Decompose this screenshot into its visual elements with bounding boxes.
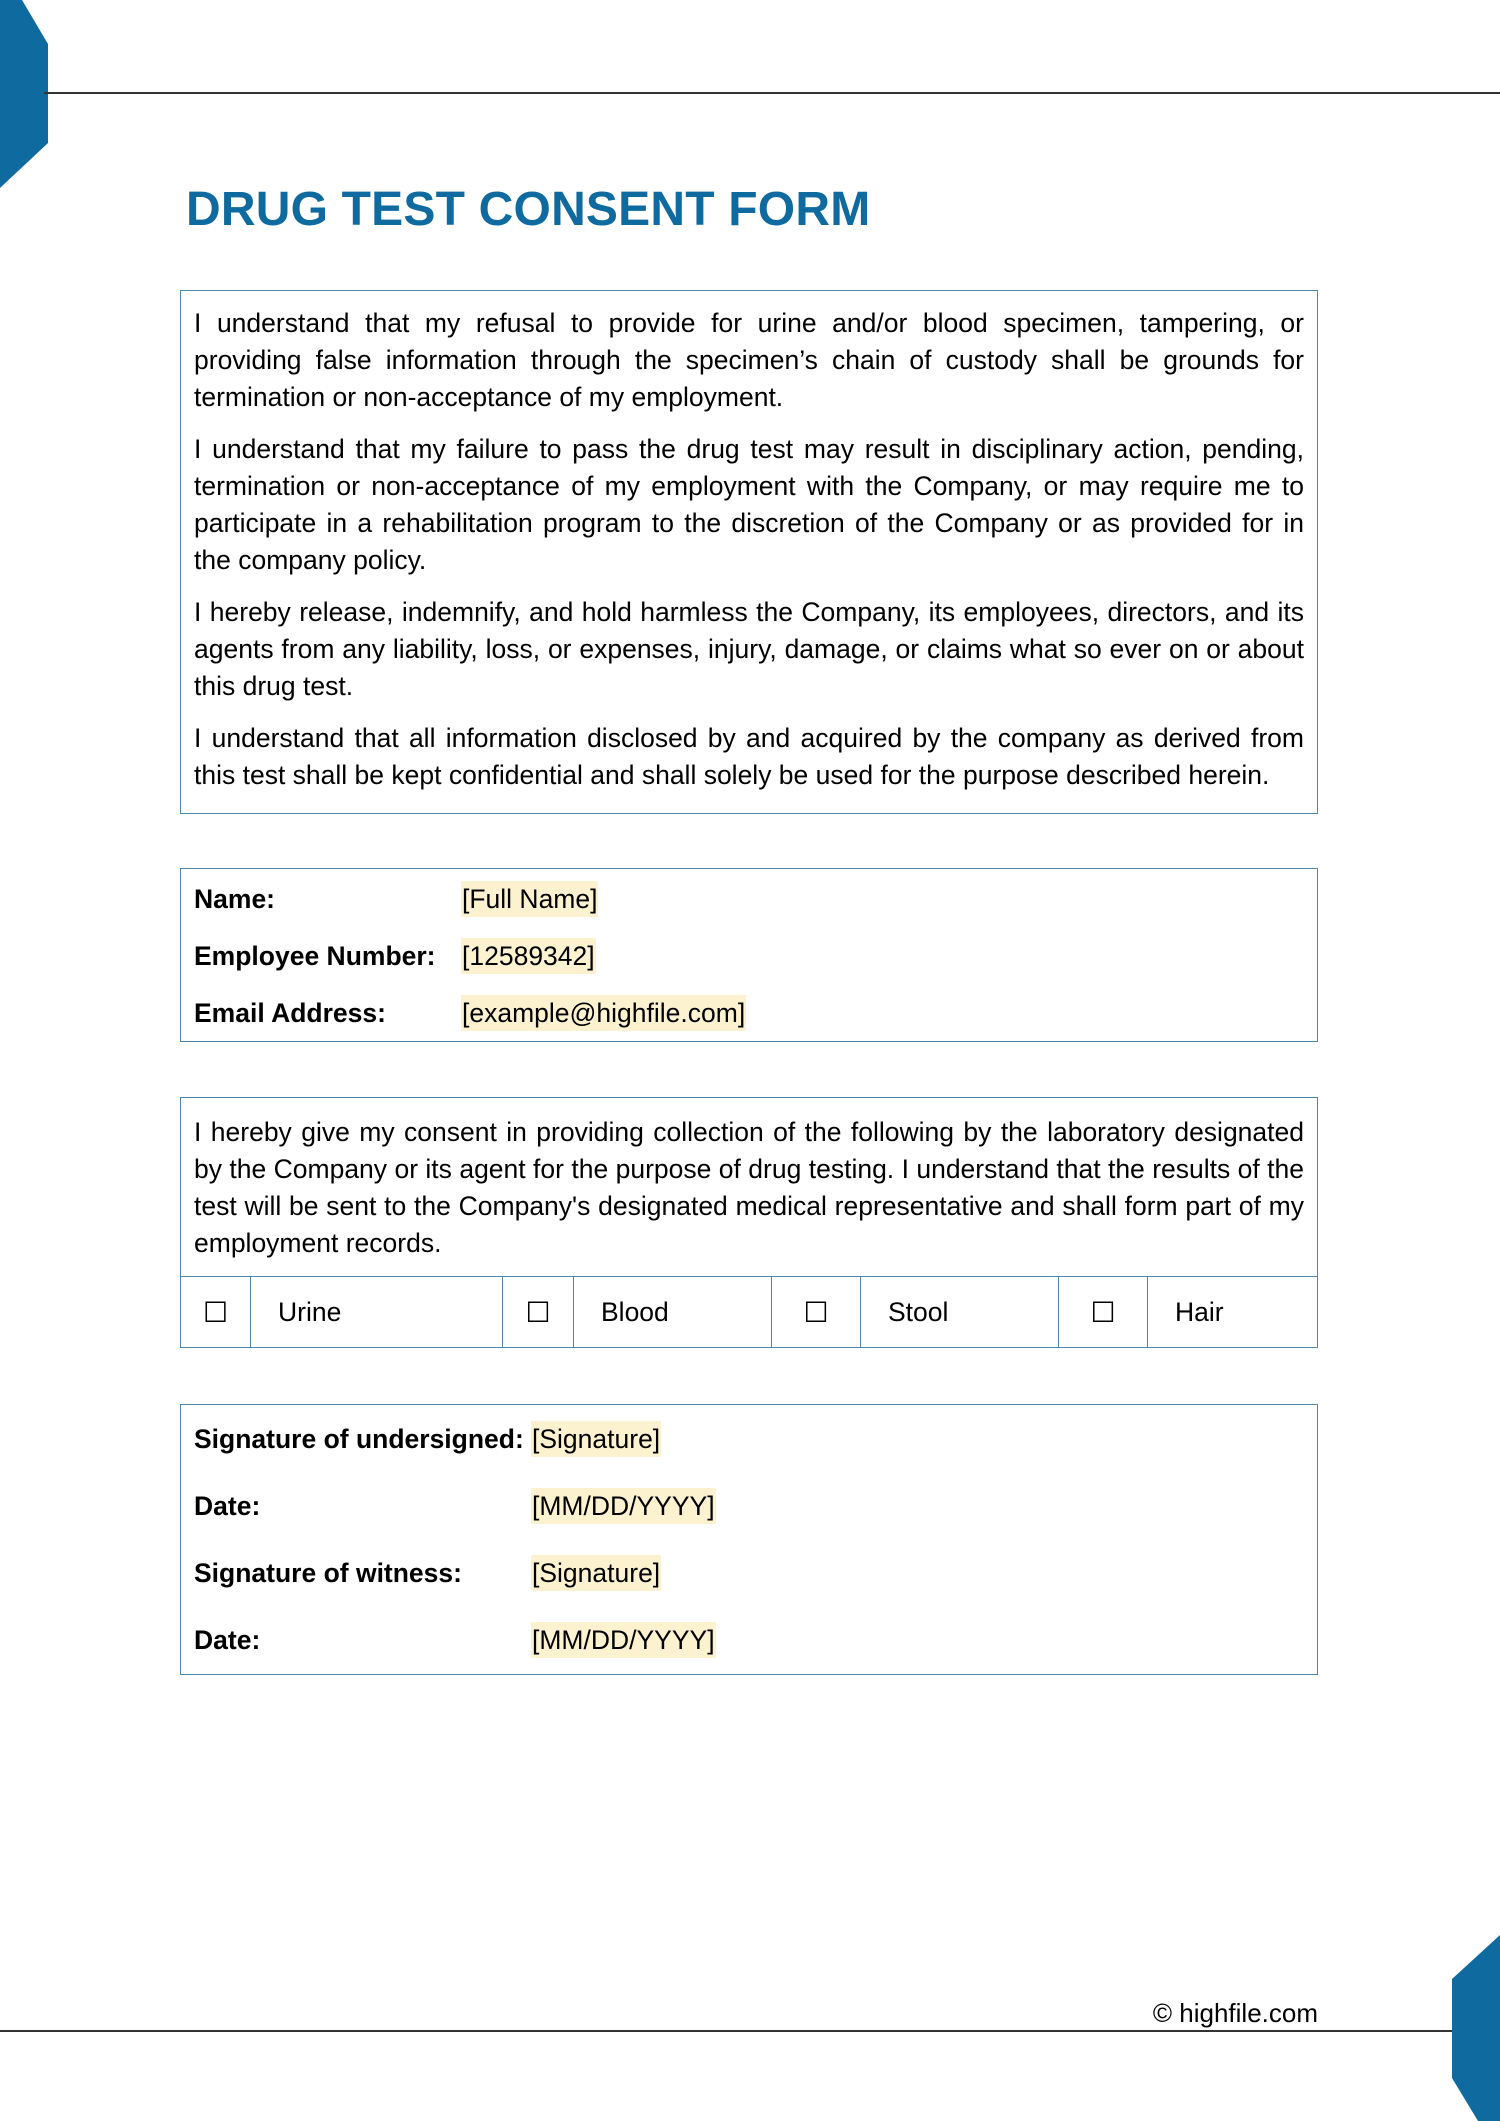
page-title: DRUG TEST CONSENT FORM	[186, 183, 871, 236]
undersigned-date-field[interactable]: [MM/DD/YYYY]	[531, 1488, 716, 1524]
specimen-options	[181, 1276, 1317, 1348]
email-field[interactable]: [example@highfile.com]	[461, 995, 746, 1031]
name-label: Name:	[194, 884, 276, 914]
witness-signature-field[interactable]: [Signature]	[531, 1555, 661, 1591]
employee-number-label: Employee Number:	[194, 941, 436, 971]
statements-box	[180, 290, 1318, 814]
statement-paragraph: I hereby release, indemnify, and hold harmless the Company, its employees, directors, and its agents from any liability, loss, or expenses, injury, damage, or claims what so ever on or about this drug test.	[194, 597, 1304, 701]
statement-paragraph: I understand that my refusal to provide for urine and/or blood specimen, tampering, or providing false information through the specimen’s chain of custody shall be grounds for termination or non-acceptance of my employment.	[194, 308, 1304, 412]
hair-label: Hair	[1147, 1277, 1317, 1348]
statement-paragraph: I understand that my failure to pass the drug test may result in disciplinary action, pending, termination or non-acceptance of my employment with the Company, or may require me to participate in a rehabilitation program to the discretion of the Company or as provided for in the company policy.	[194, 434, 1304, 575]
signature-box	[180, 1404, 1318, 1675]
consent-box	[180, 1097, 1318, 1348]
header-rule	[44, 92, 1500, 94]
stool-checkbox[interactable]: ☐	[771, 1277, 860, 1348]
witness-date-label: Date:	[194, 1625, 261, 1655]
statement-paragraph: I understand that all information disclosed by and acquired by the company as derived from this test shall be kept confidential and shall solely be used for the purpose described herein.	[194, 723, 1304, 790]
undersigned-signature-field[interactable]: [Signature]	[531, 1421, 661, 1457]
witness-signature-label: Signature of witness:	[194, 1558, 462, 1588]
hair-checkbox[interactable]: ☐	[1058, 1277, 1147, 1348]
corner-decoration-bottom-right	[1452, 1935, 1500, 2121]
corner-decoration-top-left	[0, 0, 48, 188]
urine-label: Urine	[250, 1277, 502, 1348]
employee-number-field[interactable]: [12589342]	[461, 938, 596, 974]
employee-info-box	[180, 868, 1318, 1042]
blood-checkbox[interactable]: ☐	[502, 1277, 573, 1348]
witness-date-field[interactable]: [MM/DD/YYYY]	[531, 1622, 716, 1658]
urine-checkbox[interactable]: ☐	[202, 1297, 229, 1328]
email-label: Email Address:	[194, 998, 386, 1028]
name-field[interactable]: [Full Name]	[461, 881, 598, 917]
consent-text: I hereby give my consent in providing collection of the following by the laboratory designated by the Company or its agent for the purpose of drug testing. I understand that the results of the test will be sent to the Company's designated medical representative and shall form part of my employment records.	[194, 1117, 1304, 1258]
footer-rule	[0, 2030, 1456, 2032]
undersigned-date-label: Date:	[194, 1491, 261, 1521]
undersigned-signature-label: Signature of undersigned:	[194, 1424, 524, 1454]
stool-label: Stool	[860, 1277, 1058, 1348]
blood-label: Blood	[573, 1277, 771, 1348]
footer-copyright: © highfile.com	[1152, 1998, 1318, 2028]
